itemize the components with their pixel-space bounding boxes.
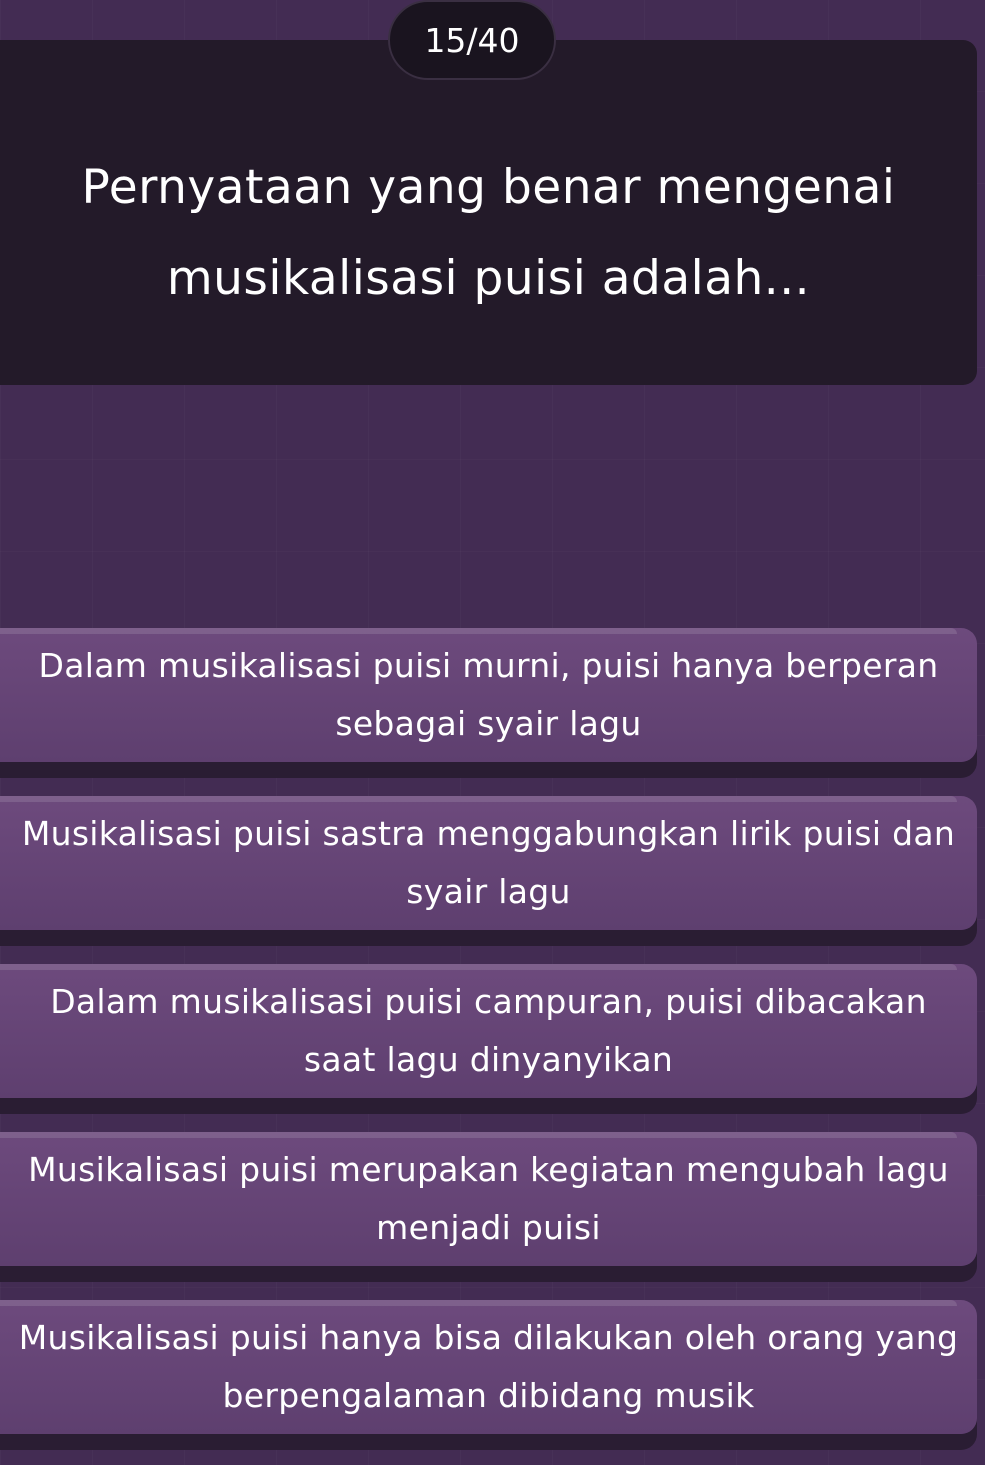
answer-option-label: Musikalisasi puisi hanya bisa dilakukan oleh orang yang berpengalaman dibidang musik (18, 1318, 959, 1415)
answer-option-3[interactable] (0, 964, 977, 1098)
answer-option-5[interactable] (0, 1300, 977, 1434)
answer-option-2[interactable] (0, 796, 977, 930)
answer-option-1[interactable] (0, 628, 977, 762)
answer-option-label: Dalam musikalisasi puisi murni, puisi hanya berperan sebagai syair lagu (38, 646, 939, 743)
answer-option-4[interactable] (0, 1132, 977, 1266)
question-counter-text: 15/40 (424, 20, 520, 60)
answer-option-label: Dalam musikalisasi puisi campuran, puisi dibacakan saat lagu dinyanyikan (50, 982, 927, 1079)
question-counter (388, 0, 556, 80)
answer-option-label: Musikalisasi puisi merupakan kegiatan mengubah lagu menjadi puisi (28, 1150, 949, 1247)
question-card (0, 40, 977, 385)
question-text: Pernyataan yang benar mengenai musikalisasi puisi adalah... (81, 159, 896, 306)
answer-option-label: Musikalisasi puisi sastra menggabungkan lirik puisi dan syair lagu (21, 814, 956, 911)
